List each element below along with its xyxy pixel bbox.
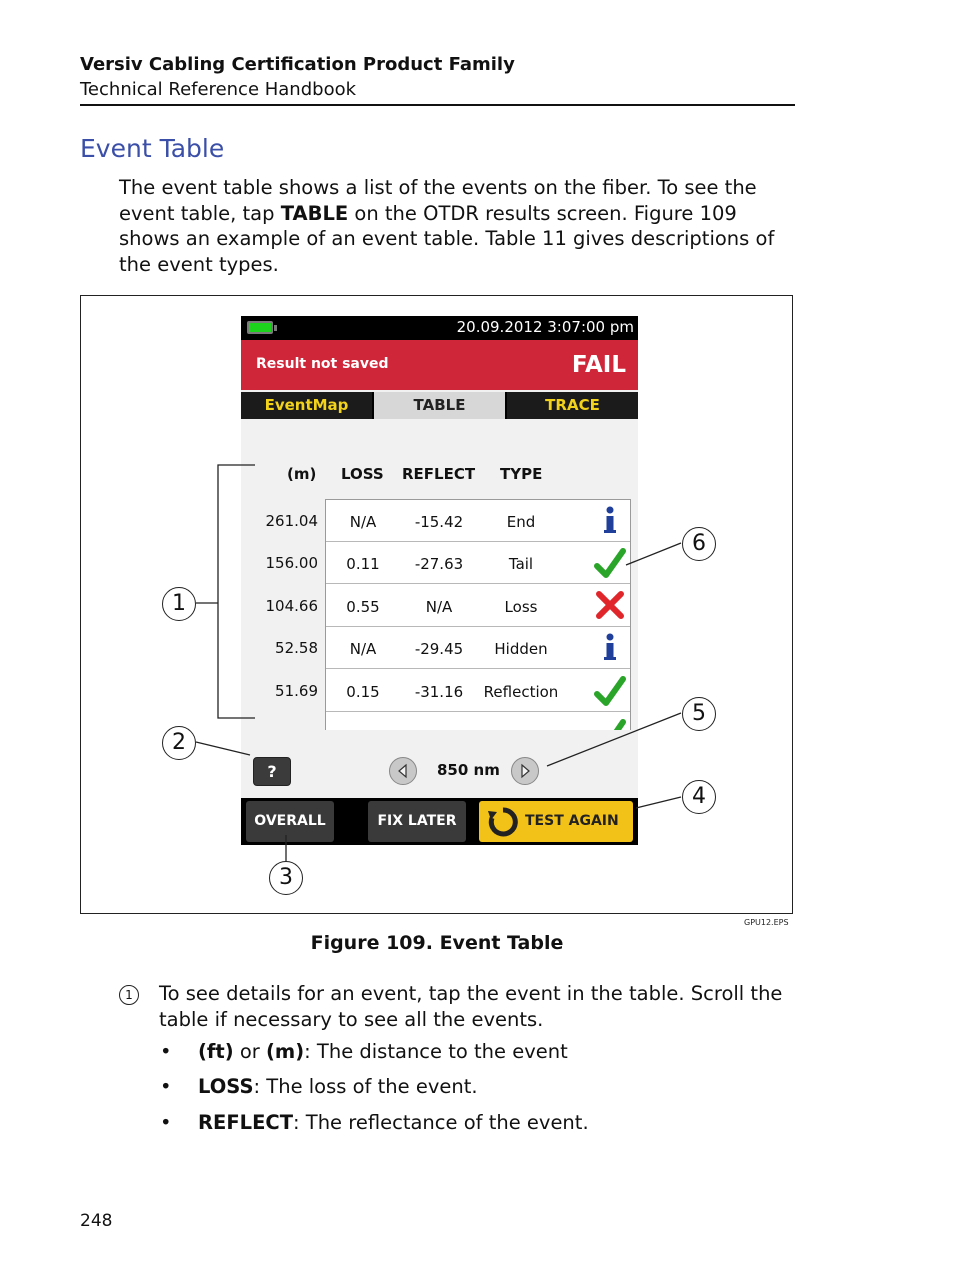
datetime: 20.09.2012 3:07:00 pm bbox=[456, 318, 634, 336]
intro-text-2: on the OTDR results screen. Figure 109 shows an example of an event table. Table 11 gives descriptions of the event types. bbox=[119, 201, 775, 276]
bullet-bold: LOSS bbox=[198, 1075, 254, 1098]
bullet-text: : The reflectance of the event. bbox=[293, 1111, 589, 1134]
intro-text-1: The event table shows a list of the events on the fiber. To see the event table, tap bbox=[119, 176, 757, 225]
running-header-subtitle: Technical Reference Handbook bbox=[80, 79, 357, 100]
row-5-reflect: -31.16 bbox=[414, 683, 464, 701]
row-1-reflect: -15.42 bbox=[414, 513, 464, 531]
bullet-text: or bbox=[233, 1040, 266, 1063]
row-2-distance: 156.00 bbox=[265, 554, 318, 572]
overall-button[interactable]: OVERALL bbox=[246, 801, 334, 842]
row-2-loss: 0.11 bbox=[346, 555, 380, 573]
bullet-dot: • bbox=[160, 1075, 172, 1098]
column-header-loss: LOSS bbox=[341, 465, 384, 483]
item-1-text: To see details for an event, tap the event in the table. Scroll the table if necessary to see all the events. bbox=[159, 982, 783, 1031]
row-1-loss: N/A bbox=[349, 513, 377, 531]
row-3-loss: 0.55 bbox=[346, 598, 380, 616]
column-header-reflect: REFLECT bbox=[402, 465, 476, 483]
figure-caption: Figure 109. Event Table bbox=[310, 932, 564, 954]
callout-2: 2 bbox=[162, 726, 196, 760]
figure-file-code: GPU12.EPS bbox=[744, 918, 789, 927]
bullet-text: : The loss of the event. bbox=[253, 1075, 478, 1098]
row-4-loss: N/A bbox=[349, 640, 377, 658]
page-number: 248 bbox=[80, 1211, 113, 1231]
row-2-type: Tail bbox=[508, 555, 534, 573]
callout-5: 5 bbox=[682, 697, 716, 731]
row-4-reflect: -29.45 bbox=[414, 640, 464, 658]
callout-1: 1 bbox=[162, 587, 196, 621]
bullet-dot: • bbox=[160, 1111, 172, 1134]
bullet-loss bbox=[198, 1075, 478, 1098]
running-header-title: Versiv Cabling Certification Product Family bbox=[80, 54, 515, 75]
row-2-reflect: -27.63 bbox=[414, 555, 464, 573]
verdict-label: FAIL bbox=[571, 352, 626, 378]
fix-later-button[interactable]: FIX LATER bbox=[368, 801, 466, 842]
tab-trace[interactable]: TRACE bbox=[507, 392, 638, 419]
wavelength-label: 850 nm bbox=[437, 761, 500, 779]
item-number-1: 1 bbox=[119, 985, 139, 1005]
bullet-text: : The distance to the event bbox=[304, 1040, 568, 1063]
callout-3: 3 bbox=[269, 861, 303, 895]
intro-bold-table: TABLE bbox=[280, 201, 349, 225]
result-status: Result not saved bbox=[256, 356, 389, 372]
row-1-distance: 261.04 bbox=[265, 512, 318, 530]
test-again-label: TEST AGAIN bbox=[525, 813, 619, 829]
bullet-bold: (ft) bbox=[198, 1040, 234, 1063]
bullet-bold: (m) bbox=[266, 1040, 305, 1063]
row-3-distance: 104.66 bbox=[265, 597, 318, 615]
row-3-type: Loss bbox=[504, 598, 538, 616]
help-button[interactable]: ? bbox=[253, 757, 291, 786]
bullet-dot: • bbox=[160, 1040, 172, 1063]
row-5-type: Reflection bbox=[483, 683, 559, 701]
tab-eventmap[interactable]: EventMap bbox=[241, 392, 372, 419]
row-4-type: Hidden bbox=[494, 640, 548, 658]
section-title: Event Table bbox=[80, 134, 225, 163]
row-3-reflect: N/A bbox=[425, 598, 453, 616]
bullet-bold: REFLECT bbox=[198, 1111, 294, 1134]
callout-4: 4 bbox=[682, 780, 716, 814]
callout-6: 6 bbox=[682, 527, 716, 561]
row-1-type: End bbox=[506, 513, 536, 531]
tab-table[interactable]: TABLE bbox=[374, 392, 505, 419]
row-5-distance: 51.69 bbox=[275, 682, 318, 700]
row-4-distance: 52.58 bbox=[275, 639, 318, 657]
bullet-distance bbox=[198, 1040, 568, 1063]
bullet-reflect bbox=[198, 1111, 589, 1134]
row-5-loss: 0.15 bbox=[346, 683, 380, 701]
column-header-type: TYPE bbox=[500, 465, 543, 483]
column-header-distance: (m) bbox=[287, 465, 317, 483]
